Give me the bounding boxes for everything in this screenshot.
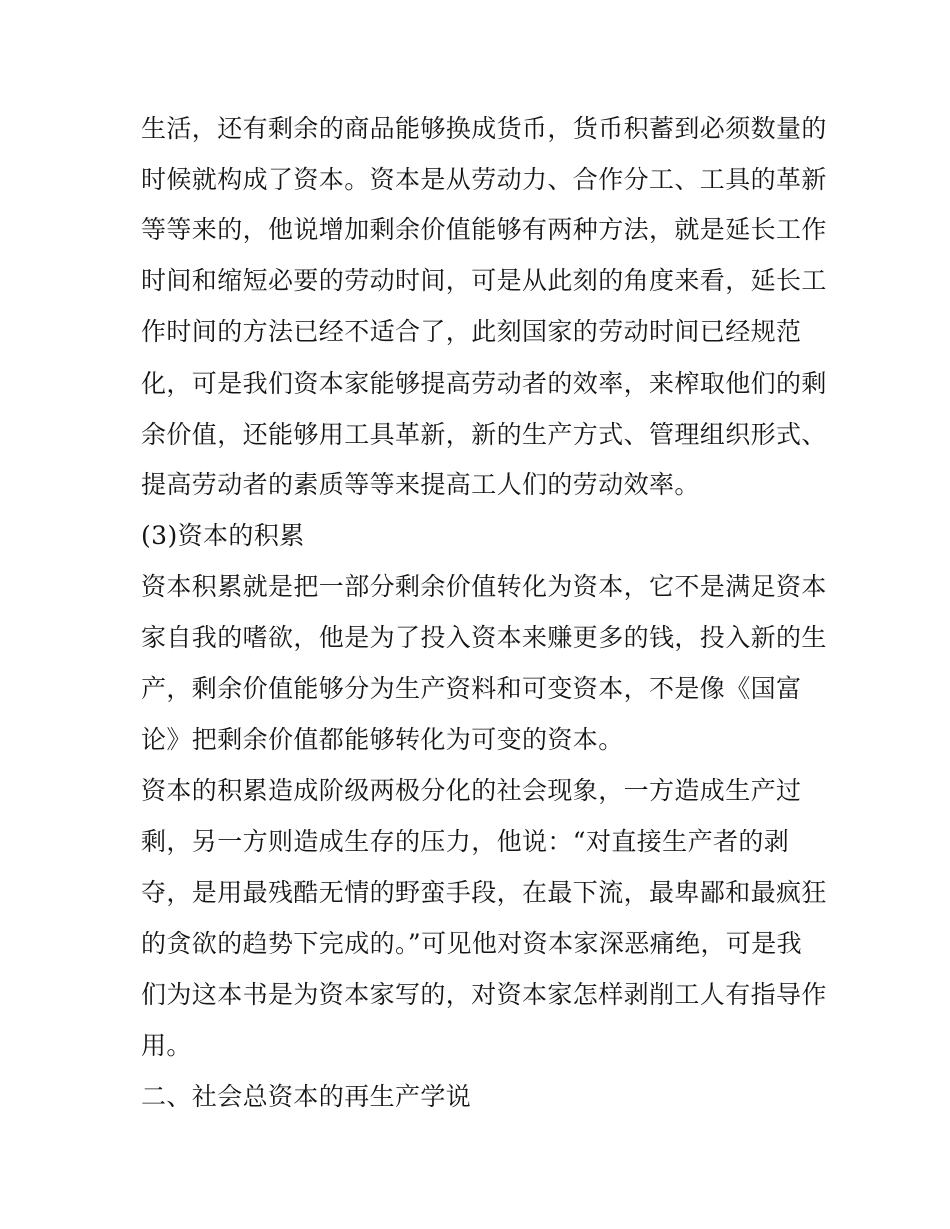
- subheading-capital-accumulation: (3)资本的积累: [141, 521, 305, 550]
- text-line: 用。: [141, 1031, 192, 1060]
- text-line: 的贪欲的趋势下完成的。”可见他对资本家深恶痛绝，可是我: [141, 929, 803, 958]
- text-line: 家自我的嗜欲，他是为了投入资本来赚更多的钱，投入新的生: [141, 623, 827, 652]
- text-line: 论》把剩余价值都能够转化为可变的资本。: [141, 725, 624, 754]
- text-line: 产，剩余价值能够分为生产资料和可变资本，不是像《国富: [141, 674, 802, 703]
- text-line: 作时间的方法已经不适合了，此刻国家的劳动时间已经规范: [141, 317, 802, 346]
- text-line: 余价值，还能够用工具革新，新的生产方式、管理组织形式、: [141, 420, 827, 449]
- text-line: 资本积累就是把一部分剩余价值转化为资本，它不是满足资本: [141, 572, 827, 601]
- text-line: 资本的积累造成阶级两极分化的社会现象，一方造成生产过: [141, 776, 802, 805]
- text-line: 化，可是我们资本家能够提高劳动者的效率，来榨取他们的剩: [141, 369, 827, 398]
- text-line: 们为这本书是为资本家写的，对资本家怎样剥削工人有指导作: [141, 980, 827, 1009]
- text-line: 时间和缩短必要的劳动时间，可是从此刻的角度来看，延长工: [141, 266, 827, 295]
- text-line: 等等来的，他说增加剩余价值能够有两种方法，就是延长工作: [141, 215, 827, 244]
- text-line: 夺，是用最残酷无情的野蛮手段，在最下流，最卑鄙和最疯狂: [141, 878, 827, 907]
- text-line: 剩，另一方则造成生存的压力，他说：“对直接生产者的剥: [141, 827, 790, 856]
- text-line: 时候就构成了资本。资本是从劳动力、合作分工、工具的革新: [141, 165, 827, 194]
- text-line: 生活，还有剩余的商品能够换成货币，货币积蓄到必须数量的: [141, 114, 827, 143]
- text-line: 提高劳动者的素质等等来提高工人们的劳动效率。: [141, 470, 700, 499]
- section-heading: 二、社会总资本的再生产学说: [141, 1082, 472, 1111]
